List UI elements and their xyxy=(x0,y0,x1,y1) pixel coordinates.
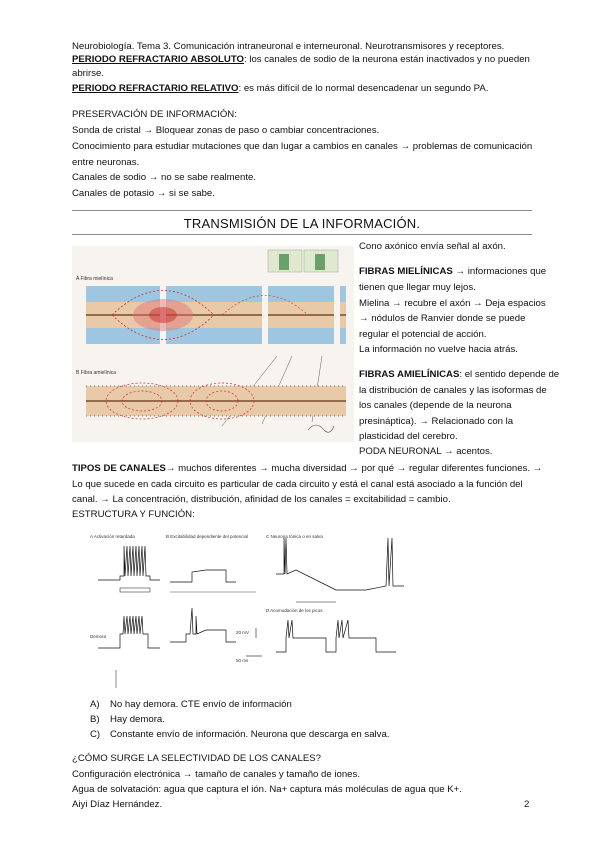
absolute-refractory-cont: abrirse. xyxy=(72,68,104,79)
preservation-line-4: Canales de sodio → no se sabe realmente. xyxy=(72,172,256,183)
right-line-2-text: → informaciones que xyxy=(452,266,547,277)
document-header: Neurobiología. Tema 3. Comunicación intraneuronal e interneuronal. Neurotransmisores y receptores. xyxy=(72,41,505,52)
list-text-b: Hay demora. xyxy=(110,714,165,725)
preservation-line-5: Canales de potasio → si se sabe. xyxy=(72,188,215,199)
absolute-refractory-term: PERIODO REFRACTARIO ABSOLUTO xyxy=(72,54,244,65)
selectivity-line-2: Agua de solvatación: agua que captura el ión. Na+ captura más moléculas de agua que K+. xyxy=(72,784,462,795)
right-line-4: Mielina → recubre el axón → Deja espacios xyxy=(359,298,546,309)
preservation-heading: PRESERVACIÓN DE INFORMACIÓN: xyxy=(72,109,237,120)
list-text-a: No hay demora. CTE envío de información xyxy=(110,699,292,710)
selectivity-line-1: Configuración electrónica → tamaño de canales y tamaño de iones. xyxy=(72,769,360,780)
page-number: 2 xyxy=(524,799,530,810)
firing-patterns-figure xyxy=(86,530,416,692)
fibras-mielinicas-term: FIBRAS MIELÍNICAS xyxy=(359,266,453,277)
unmyelinated-label: B Fibra amielínica xyxy=(76,370,117,376)
right-line-12: plasticidad del cerebro. xyxy=(359,431,458,442)
right-line-5: → nódulos de Ranvier donde se puede xyxy=(359,313,526,324)
absolute-refractory xyxy=(72,53,530,66)
list-item-a xyxy=(90,698,292,711)
tipos-line-1-text: → muchos diferentes → mucha diversidad → por qué → regular diferentes funciones. → xyxy=(165,463,543,474)
right-line-11: presináptica). → Relacionado con la xyxy=(359,416,514,427)
axon-conduction-figure xyxy=(72,246,354,442)
relative-refractory-text: : es más difícil de lo normal desencadenar un segundo PA. xyxy=(238,83,489,94)
list-item-c xyxy=(90,728,389,741)
right-line-3: tienen que llegar muy lejos. xyxy=(359,282,476,293)
right-line-13: PODA NEURONAL → acentos. xyxy=(359,446,493,457)
selectivity-question: ¿CÓMO SURGE LA SELECTIVIDAD DE LOS CANALES? xyxy=(72,753,321,764)
estructura-heading: ESTRUCTURA Y FUNCIÓN: xyxy=(72,509,195,520)
right-line-8 xyxy=(359,367,559,383)
right-line-9: la distribución de canales y las isoformas de xyxy=(359,385,547,396)
panel-b-label: B Excitabilidad dependiente del potencial xyxy=(166,534,249,539)
section-title: TRANSMISIÓN DE LA INFORMACIÓN. xyxy=(183,216,421,231)
myelinated-label: A Fibra mielínica xyxy=(76,276,113,282)
relative-refractory-term: PERIODO REFRACTARIO RELATIVO xyxy=(72,83,239,94)
panel-c-label: C Neurona tónica o en salva xyxy=(266,534,323,539)
scale-time-label: 50 ms xyxy=(236,658,249,663)
right-line-2 xyxy=(359,264,546,280)
demora-label: Demora xyxy=(90,634,107,639)
right-line-1: Cono axónico envía señal al axón. xyxy=(359,241,506,252)
scale-voltage-label: 20 mV xyxy=(236,630,250,635)
list-item-b xyxy=(90,713,165,726)
panel-d-label: D Acomodación de los picos xyxy=(266,608,323,613)
preservation-line-1: Sonda de cristal → Bloquear zonas de paso o cambiar concentraciones. xyxy=(72,125,380,136)
tipos-line-2: Lo que sucede en cada circuito es particular de cada circuito y está el canal está asociado a la función del xyxy=(72,479,523,490)
footer-author: Aiyi Díaz Hernández. xyxy=(72,799,163,810)
tipos-canales-term: TIPOS DE CANALES xyxy=(72,463,166,474)
section-rule-top xyxy=(72,210,532,211)
list-key-c: C) xyxy=(90,729,101,740)
absolute-refractory-text: : los canales de sodio de la neurona están inactivados y no pueden xyxy=(243,54,530,65)
relative-refractory xyxy=(72,82,488,95)
tipos-line-1 xyxy=(72,462,542,475)
right-line-10: los canales (depende de la neurona xyxy=(359,400,512,411)
list-key-b: B) xyxy=(90,714,100,725)
preservation-line-3: entre neuronas. xyxy=(72,157,140,168)
tipos-line-3: canal. → La concentración, distribución, afinidad de los canales = excitabilidad = cambio. xyxy=(72,494,451,505)
panel-a-label: A Activación retardada xyxy=(90,534,135,539)
right-line-8-text: : el sentido depende de xyxy=(459,369,560,380)
preservation-line-2: Conocimiento para estudiar mutaciones que dan lugar a cambios en canales → problemas de comunicación xyxy=(72,141,533,152)
right-line-7: La información no vuelve hacia atrás. xyxy=(359,344,518,355)
list-text-c: Constante envío de información. Neurona que descarga en salva. xyxy=(110,729,390,740)
section-rule-bottom xyxy=(72,234,532,235)
right-line-6: regular el potencial de acción. xyxy=(359,329,487,340)
list-key-a: A) xyxy=(90,699,100,710)
fibras-amielinicas-term: FIBRAS AMIELÍNICAS xyxy=(359,369,460,380)
